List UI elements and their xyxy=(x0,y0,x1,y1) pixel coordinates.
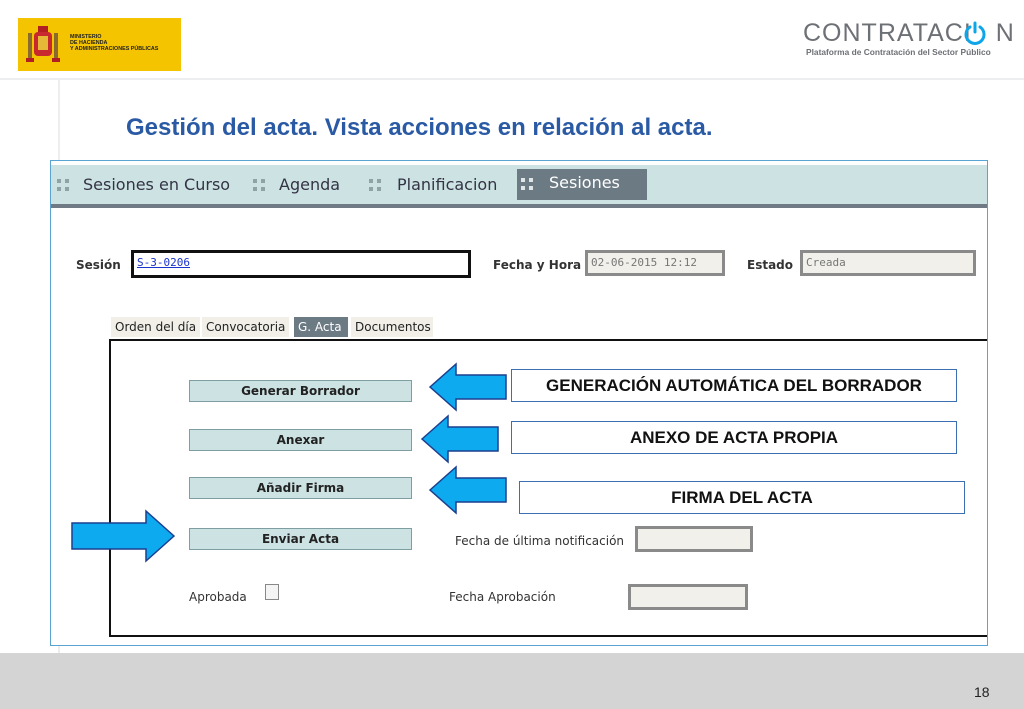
brand-name: CONTRATACI xyxy=(803,19,972,47)
nav-item-label: Agenda xyxy=(279,175,341,194)
generate-draft-button[interactable]: Generar Borrador xyxy=(189,380,412,402)
tab-documentos[interactable]: Documentos xyxy=(351,317,433,337)
approved-checkbox[interactable] xyxy=(265,584,279,600)
callout-annex: ANEXO DE ACTA PROPIA xyxy=(511,421,957,454)
state-label: Estado xyxy=(747,258,794,272)
nav-item-label: Sesiones en Curso xyxy=(83,175,231,194)
slide-footer xyxy=(0,653,1024,709)
tab-orden-del-dia[interactable]: Orden del día xyxy=(111,317,200,337)
session-link[interactable]: S-3-0206 xyxy=(137,256,190,269)
header-divider xyxy=(0,78,1024,80)
approval-date-field[interactable] xyxy=(628,584,748,610)
brand-name-end: N xyxy=(995,19,1015,47)
nav-item-sesiones-en-curso[interactable] xyxy=(53,173,231,197)
last-notification-field[interactable] xyxy=(635,526,753,552)
session-label: Sesión xyxy=(76,258,121,272)
coat-of-arms-icon xyxy=(26,25,60,63)
power-icon xyxy=(963,21,987,45)
app-screenshot-panel xyxy=(50,160,988,646)
grip-icon xyxy=(57,179,69,191)
grip-icon xyxy=(521,178,533,190)
ministry-name: MINISTERIO DE HACIENDA Y ADMINISTRACIONES PÚBLICAS xyxy=(70,34,159,52)
arrow-left-icon xyxy=(428,362,508,412)
session-field[interactable] xyxy=(131,250,471,278)
arrow-left-icon xyxy=(420,414,500,464)
arrow-right-icon xyxy=(70,509,176,563)
nav-item-agenda[interactable] xyxy=(251,173,346,197)
approval-date-label: Fecha Aprobación xyxy=(449,590,556,604)
nav-item-planificacion[interactable] xyxy=(367,173,497,197)
nav-item-sesiones[interactable] xyxy=(517,169,647,200)
top-nav-bar xyxy=(51,165,987,204)
callout-draft-generation: GENERACIÓN AUTOMÁTICA DEL BORRADOR xyxy=(511,369,957,402)
grip-icon xyxy=(253,179,265,191)
tab-g-acta[interactable]: G. Acta xyxy=(294,317,348,337)
add-signature-button[interactable]: Añadir Firma xyxy=(189,477,412,499)
nav-item-label: Planificacion xyxy=(397,175,498,194)
tab-convocatoria[interactable]: Convocatoria xyxy=(202,317,289,337)
callout-signature: FIRMA DEL ACTA xyxy=(519,481,965,514)
nav-bar-underline xyxy=(51,204,987,208)
date-field[interactable]: 02-06-2015 12:12 xyxy=(585,250,725,276)
approved-label: Aprobada xyxy=(189,590,247,604)
slide-title: Gestión del acta. Vista acciones en relación al acta. xyxy=(126,114,713,141)
ministry-logo xyxy=(18,18,181,71)
arrow-left-icon xyxy=(428,465,508,515)
state-field[interactable]: Creada xyxy=(800,250,976,276)
grip-icon xyxy=(369,179,381,191)
nav-item-label: Sesiones xyxy=(549,173,620,192)
date-label: Fecha y Hora xyxy=(493,258,582,272)
brand-subtitle: Plataforma de Contratación del Sector Público xyxy=(806,47,991,57)
attach-button[interactable]: Anexar xyxy=(189,429,412,451)
last-notification-label: Fecha de última notificación xyxy=(455,534,625,548)
page-number: 18 xyxy=(974,684,990,700)
send-act-button[interactable]: Enviar Acta xyxy=(189,528,412,550)
